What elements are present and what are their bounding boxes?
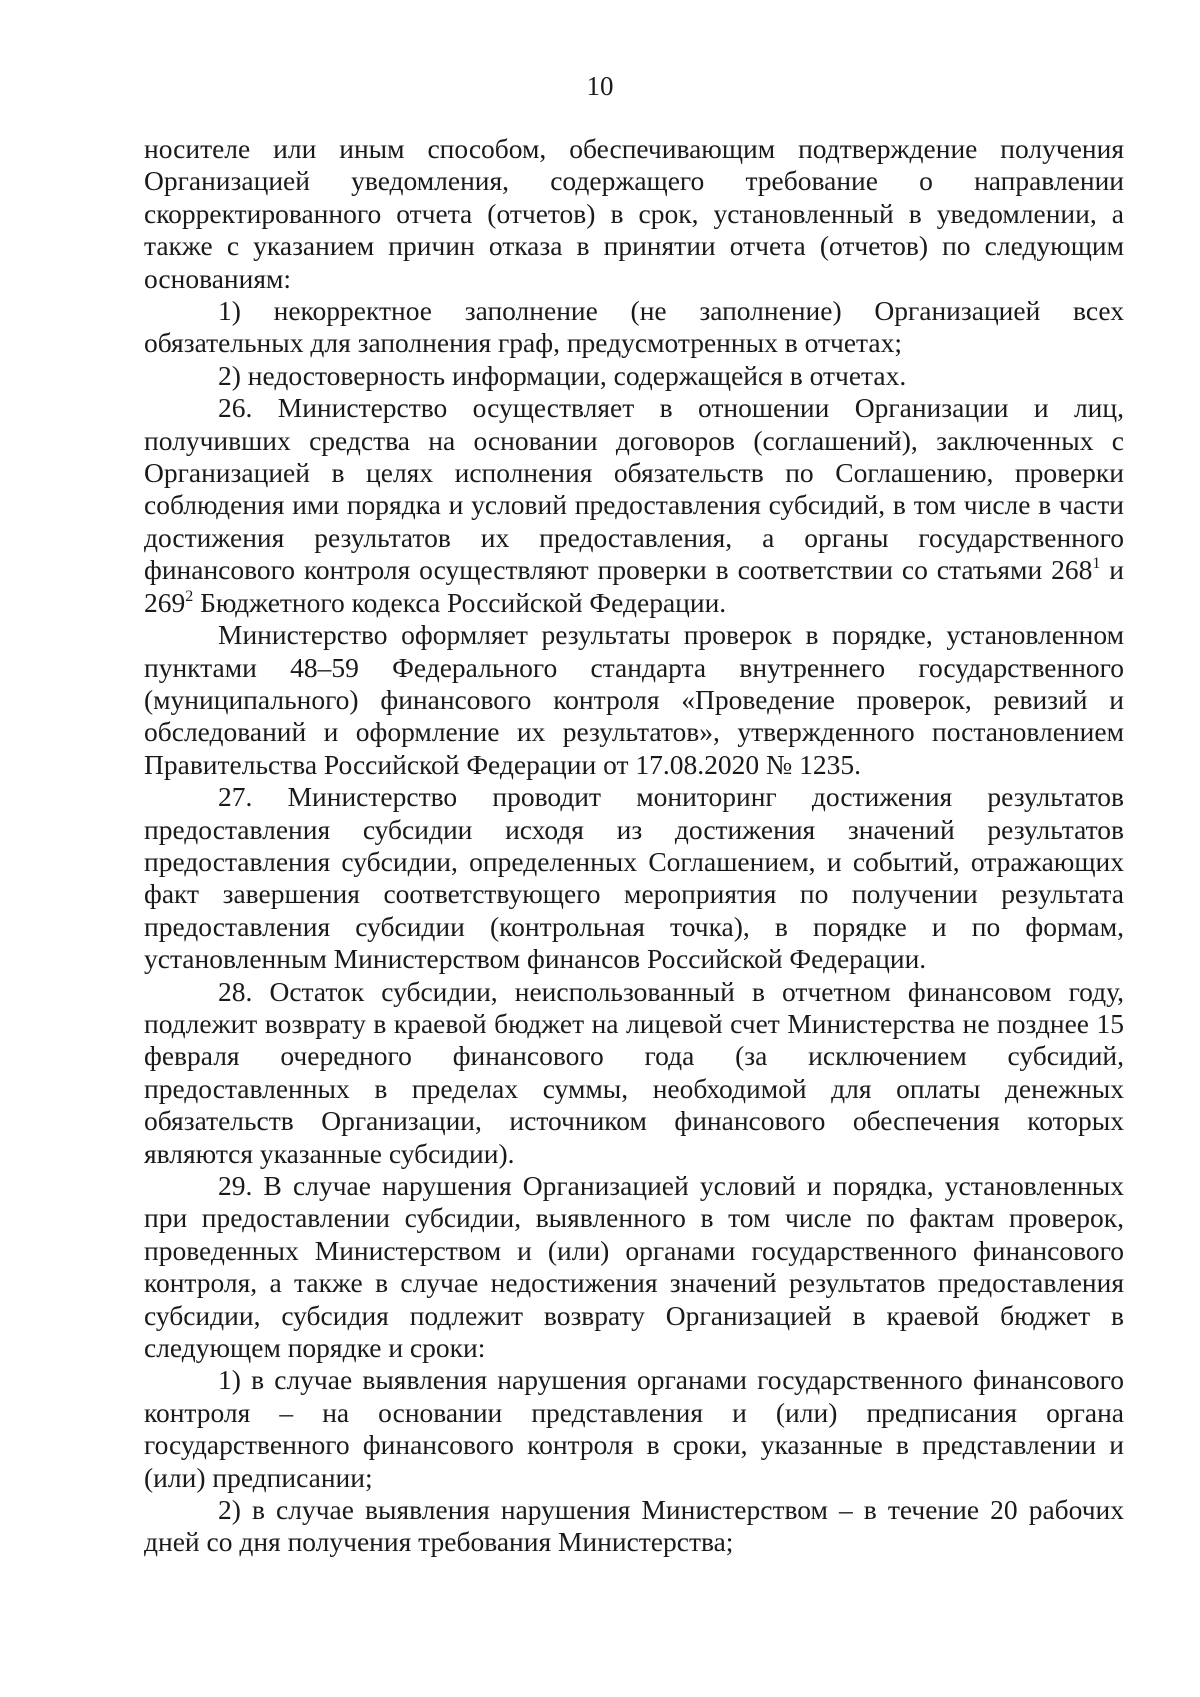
footnote-superscript-1: 1: [1092, 555, 1101, 573]
paragraph-26: [144, 392, 1124, 619]
paragraph-26-text: 26. Министерство осуществляет в отношении Организации и лиц, получивших средства на основании договоров (соглашений), заключенных с Организацией в целях исполнения обязательств по Соглашению, проверки соблюдения ими порядка и условий предоставления субсидий, в том числе в части достижения результатов их предоставления, а органы государственного финансового контроля осуществляют проверки в соответствии со статьями 268: [144, 392, 1124, 586]
paragraph-29-item-2: 2) в случае выявления нарушения Министерством – в течение 20 рабочих дней со дня получения требования Министерства;: [144, 1494, 1124, 1558]
paragraph-reporting-notice: носителе или иным способом, обеспечивающим подтверждение получения Организацией уведомления, содержащего требование о направлении скорректированного отчета (отчетов) в срок, установленный в уведомлении, а также с указанием причин отказа в принятии отчета (отчетов) по следующим основаниям:: [144, 133, 1124, 294]
paragraph-reason-1: 1) некорректное заполнение (не заполнение) Организацией всех обязательных для заполнения граф, предусмотренных в отчетах;: [144, 295, 1124, 359]
footnote-superscript-2: 2: [185, 587, 194, 605]
paragraph-inspection-results: Министерство оформляет результаты проверок в порядке, установленном пунктами 48–59 Федерального стандарта внутреннего государственного (муниципального) финансового контроля «Проведение проверок, ревизий и обследований и оформление их результатов», утвержденного постановлением Правительства Российской Федерации от 17.08.2020 № 1235.: [144, 619, 1124, 780]
paragraph-29-item-1: 1) в случае выявления нарушения органами государственного финансового контроля – на основании представления и (или) предписания органа государственного финансового контроля в сроки, указанные в представлении и (или) предписании;: [144, 1364, 1124, 1493]
paragraph-28: 28. Остаток субсидии, неиспользованный в отчетном финансовом году, подлежит возврату в краевой бюджет на лицевой счет Министерства не позднее 15 февраля очередного финансового года (за исключением субсидий, предоставленных в пределах суммы, необходимой для оплаты денежных обязательств Организации, источником финансового обеспечения которых являются указанные субсидии).: [144, 975, 1124, 1169]
paragraph-26-text-end: Бюджетного кодекса Российской Федерации.: [193, 586, 727, 618]
paragraph-reason-2: 2) недостоверность информации, содержащейся в отчетах.: [218, 359, 907, 391]
document-body: [144, 133, 1124, 1559]
paragraph-26-text-between: и 269: [144, 554, 1125, 618]
paragraph-29: 29. В случае нарушения Организацией условий и порядка, установленных при предоставлении субсидии, выявленного в том числе по фактам проверок, проведенных Министерством и (или) органами государственного финансового контроля, а также в случае недостижения значений результатов предоставления субсидии, субсидия подлежит возврату Организацией в краевой бюджет в следующем порядке и сроки:: [144, 1170, 1124, 1364]
page-number: 10: [586, 71, 614, 101]
paragraph-27: 27. Министерство проводит мониторинг достижения результатов предоставления субсидии исходя из достижения значений результатов предоставления субсидии, определенных Соглашением, и событий, отражающих факт завершения соответствующего мероприятия по получении результата предоставления субсидии (контрольная точка), в порядке и по формам, установленным Министерством финансов Российской Федерации.: [144, 781, 1124, 975]
